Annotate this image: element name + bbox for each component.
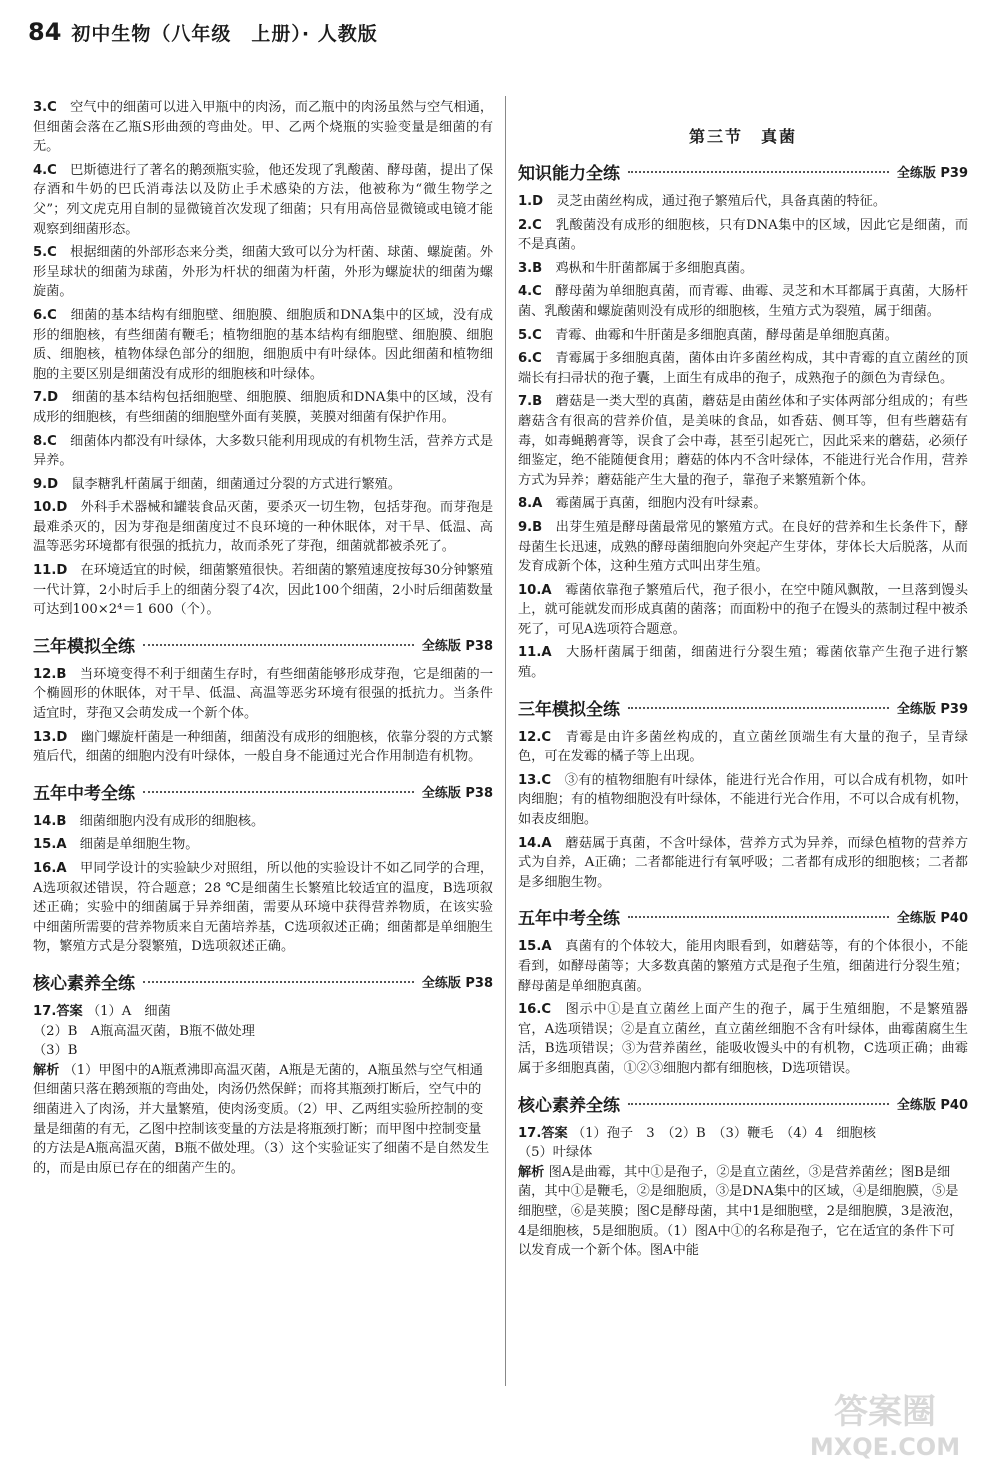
- answer-17: [518, 1124, 968, 1261]
- answer-number: 4.C: [518, 284, 542, 300]
- answer-item: [518, 259, 968, 279]
- answer-item: [33, 561, 493, 620]
- answer-text: 真菌有的个体较大，能用肉眼看到，如蘑菇等，有的个体很小，不能看到，如酵母菌等；大多数真菌的繁殖方式是孢子生殖，细菌进行分裂生殖；酵母菌是单细胞真菌。: [518, 939, 969, 994]
- answer-number: 6.C: [33, 307, 57, 323]
- section-title: 知识能力全练: [518, 164, 620, 184]
- answer-item: [33, 665, 493, 724]
- answer-item: [518, 494, 968, 514]
- right-items-b: [518, 728, 968, 893]
- answer-item: [33, 728, 493, 767]
- answer-text: 当环境变得不利于细菌生存时，有些细菌能够形成芽孢，它是细菌的一个椭圆形的休眠体，对干旱、低温、高温等恶劣环境有很强的抵抗力。当条件适宜时，芽孢又会萌发成一个新个体。: [33, 666, 494, 722]
- answer-line: （2）B A瓶高温灭菌，B瓶不做处理: [33, 1023, 255, 1039]
- answer-text: 细菌的基本结构包括细胞壁、细胞膜、细胞质和DNA集中的区域，没有成形的细胞核，有些细菌的细胞壁外面有荚膜，荚膜对细菌有保护作用。: [33, 390, 494, 425]
- section-title: 三年模拟全练: [518, 699, 620, 720]
- answer-number: 17.答案: [518, 1125, 568, 1141]
- answer-number: 14.B: [33, 813, 67, 829]
- answer-text: 巴斯德进行了著名的鹅颈瓶实验，他还发现了乳酸菌、酵母菌，提出了保存酒和牛奶的巴氏消毒法以及防止手术感染的方法，他被称为“微生物学之父”；列文虎克用自制的显微镜首次发现了细菌；只有用高倍显微镜或电镜才能观察到细菌形态。: [33, 162, 494, 237]
- section-header: [518, 904, 968, 929]
- section-header: [518, 1091, 968, 1116]
- section-header: [518, 159, 968, 184]
- answer-number: 11.D: [33, 563, 68, 579]
- answer-text: 空气中的细菌可以进入甲瓶中的肉汤，而乙瓶中的肉汤虽然与空气相通，但细菌会落在乙瓶S形曲颈的弯曲处。甲、乙两个烧瓶的实验变量是细菌的有无。: [33, 100, 494, 155]
- answer-number: 13.D: [33, 729, 68, 745]
- answer-text: ③有的植物细胞有叶绿体，能进行光合作用，可以合成有机物，如叶肉细胞；有的植物细胞没有叶绿体，不能进行光合作用，不可以合成有机物，如表皮细胞。: [518, 772, 969, 828]
- section-header: [33, 969, 493, 994]
- analysis-text: （1）甲图中的A瓶煮沸即高温灭菌，A瓶是无菌的，A瓶虽然与空气相通但细菌只落在鹅颈瓶的弯曲处，肉汤仍然保鲜；而将其瓶颈打断后，空气中的细菌进入了肉汤，并大量繁殖，使肉汤变质。（2）甲、乙两组实验所控制的变量是细菌的有无，乙图中控制该变量的方法是将瓶颈打断；而甲图中控制变量的方法是A瓶高温灭菌，B瓶不做处理。（3）这个实验证实了细菌不是自然发生的，而是由原已存在的细菌产生的。: [33, 1062, 490, 1176]
- answer-number: 3.B: [518, 260, 543, 276]
- section-title: 核心素养全练: [33, 973, 135, 994]
- analysis-label: 解析: [33, 1062, 60, 1078]
- answer-text: 在环境适宜的时候，细菌繁殖很快。若细菌的繁殖速度按每30分钟繁殖一代计算，2小时后手上的细菌分裂了4次，因此100个细菌，2小时后细菌数量可达到100×2⁴＝1 600（个）。: [33, 563, 494, 618]
- answer-item: [518, 518, 968, 577]
- section-title: 五年中考全练: [33, 783, 135, 804]
- answer-number: 6.C: [518, 351, 542, 367]
- answer-text: 酵母菌为单细胞真菌，而青霉、曲霉、灵芝和木耳都属于真菌，大肠杆菌、乳酸菌和螺旋菌则没有成形的细胞核，生殖方式为裂殖，属于细菌。: [518, 284, 969, 319]
- answer-item: [33, 161, 493, 239]
- page-number: 84: [28, 18, 62, 46]
- answer-number: 8.C: [33, 433, 57, 449]
- answer-number: 12.C: [518, 729, 552, 745]
- answer-item: [33, 388, 493, 427]
- answer-text: 出芽生殖是酵母菌最常见的繁殖方式。在良好的营养和生长条件下，酵母菌生长迅速，成熟的酵母菌细胞向外突起产生芽体，芽体长大后脱落，从而发育成新个体，这种生殖方式叫出芽生殖。: [518, 519, 968, 575]
- section-ref: 全练版 P38: [421, 785, 493, 801]
- chapter-title: 第三节 真菌: [688, 127, 797, 146]
- answer-item: [518, 834, 968, 893]
- answer-line: （1）A 细菌: [86, 1003, 171, 1019]
- answer-text: 霉菌属于真菌，细胞内没有叶绿素。: [555, 496, 767, 512]
- left-items-a: [33, 98, 493, 620]
- right-items-c: [518, 937, 968, 1078]
- answer-text: 外科手术器械和罐装食品灭菌，要杀灭一切生物，包括芽孢。而芽孢是最难杀灭的，因为芽孢是细菌度过不良环境的一种休眠体，对干旱、低温、高温等恶劣环境都有很强的抵抗力，故而杀死了芽孢，细菌就都被杀死了。: [33, 500, 494, 555]
- answer-number: 14.A: [518, 835, 552, 851]
- answer-item: [518, 937, 968, 996]
- answer-number: 15.A: [33, 837, 67, 853]
- page-header: [28, 14, 378, 50]
- answer-item: [518, 282, 968, 321]
- right-items-a: [518, 192, 968, 683]
- watermark-url: MXQE.COM: [809, 1433, 961, 1461]
- answer-text: 青霉是由许多菌丝构成的，直立菌丝顶端生有大量的孢子，呈青绿色，可在发霉的橘子等上出现。: [518, 729, 968, 765]
- answer-number: 10.A: [518, 582, 552, 598]
- answer-number: 5.C: [33, 245, 57, 261]
- book-title: 初中生物（八年级 上册）· 人教版: [71, 22, 378, 45]
- answer-text: 幽门螺旋杆菌是一种细菌，细菌没有成形的细胞核，依靠分裂的方式繁殖后代，细菌的细胞内没有叶绿体，一般自身不能通过光合作用制造有机物。: [33, 729, 494, 765]
- section-title: 五年中考全练: [518, 909, 620, 930]
- answer-number: 16.C: [518, 1002, 552, 1018]
- answer-line: （3）B: [33, 1043, 78, 1059]
- answer-number: 17.答案: [33, 1003, 83, 1019]
- answer-number: 15.A: [518, 939, 552, 955]
- answer-number: 7.D: [33, 390, 59, 406]
- answer-text: 蘑菇属于真菌，不含叶绿体，营养方式为异养，而绿色植物的营养方式为自养，A正确；二者都能进行有氧呼吸；二者都有成形的细胞核；二者都是多细胞生物。: [518, 835, 969, 890]
- answer-text: 细菌的基本结构有细胞壁、细胞膜、细胞质和DNA集中的区域，没有成形的细胞核，有些细菌有鞭毛；植物细胞的基本结构有细胞壁、细胞膜、细胞质、细胞核，植物体绿色部分的细胞，细胞质中有叶绿体。因此细菌和植物细胞的主要区别是细菌没有成形的细胞核和叶绿体。: [33, 307, 493, 382]
- section-header: [33, 632, 493, 657]
- answer-item: [33, 859, 493, 957]
- answer-text: 甲同学设计的实验缺少对照组，所以他的实验设计不如乙同学的合理，A选项叙述错误，符合题意；28 ℃是细菌生长繁殖比较适宜的温度，B选项叙述正确；实验中的细菌属于异养细菌，需要从环境中获得营养物质，在该实验中细菌所需要的营养物质来自无菌培养基，C选项叙述正确；细菌都是单细胞生物，繁殖方式是分裂繁殖，D选项叙述正确。: [33, 861, 494, 955]
- section-ref: 全练版 P38: [421, 638, 493, 654]
- answer-text: 青霉属于多细胞真菌，菌体由许多菌丝构成，其中青霉的直立菌丝的顶端长有扫帚状的孢子囊，上面生有成串的孢子，成熟孢子的颜色为青绿色。: [518, 351, 969, 386]
- section-ref: 全练版 P40: [896, 1097, 968, 1113]
- answer-text: 细菌细胞内没有成形的细胞核。: [79, 813, 265, 829]
- answer-item: [518, 643, 968, 682]
- answer-item: [518, 581, 968, 640]
- section-title: 核心素养全练: [518, 1095, 620, 1116]
- answer-number: 9.B: [518, 519, 543, 535]
- answer-text: 图示中①是直立菌丝上面产生的孢子，属于生殖细胞，不是繁殖器官，A选项错误；②是直立菌丝，直立菌丝细胞不含有叶绿体，曲霉菌腐生生活，B选项错误；③为营养菌丝，能吸收馒头中的有机物，C选项正确；曲霉属于多细胞真菌，①②③细胞内都有细胞核，D选项错误。: [518, 1002, 968, 1076]
- section-ref: 全练版 P40: [896, 911, 968, 927]
- answer-text: 青霉、曲霉和牛肝菌是多细胞真菌，酵母菌是单细胞真菌。: [555, 327, 898, 343]
- section-header: [33, 779, 493, 804]
- answer-item: [518, 392, 968, 490]
- watermark-text: 答案圈: [834, 1392, 936, 1432]
- column-divider: [505, 96, 506, 1386]
- answer-text: 乳酸菌没有成形的细胞核，只有DNA集中的区域，因此它是细菌，而不是真菌。: [518, 217, 969, 253]
- answer-text: 灵芝由菌丝构成，通过孢子繁殖后代，具备真菌的特征。: [556, 194, 887, 209]
- answer-item: [518, 1000, 968, 1078]
- answer-text: 细菌是单细胞生物。: [79, 837, 199, 853]
- answer-number: 3.C: [33, 100, 57, 115]
- answer-line: （5）叶绿体: [518, 1145, 593, 1161]
- right-column: [518, 124, 968, 1265]
- answer-item: [33, 243, 493, 302]
- answer-item: [518, 192, 968, 212]
- section-ref: 全练版 P39: [896, 701, 968, 717]
- answer-number: 1.D: [518, 194, 544, 209]
- answer-item: [33, 835, 493, 855]
- answer-item: [518, 326, 968, 346]
- answer-item: [518, 349, 968, 388]
- answer-number: 8.A: [518, 496, 543, 512]
- answer-text: 大肠杆菌属于细菌，细菌进行分裂生殖；霉菌依靠产生孢子进行繁殖。: [518, 645, 969, 681]
- section-ref: 全练版 P39: [896, 166, 968, 181]
- answer-number: 4.C: [33, 162, 57, 178]
- answer-item: [33, 812, 493, 832]
- answer-text: 霉菌依靠孢子繁殖后代，孢子很小，在空中随风飘散，一旦落到馒头上，就可能就发而形成真菌的菌落；而面粉中的孢子在馒头的蒸制过程中被杀死了，可见A选项符合题意。: [518, 582, 969, 637]
- answer-text: 鸡枞和牛肝菌都属于多细胞真菌。: [555, 260, 754, 276]
- left-items-b: [33, 665, 493, 767]
- answer-number: 7.B: [518, 394, 543, 410]
- answer-number: 10.D: [33, 500, 68, 516]
- answer-line: （1）孢子 3 （2）B （3）鞭毛 （4）4 细胞核: [571, 1125, 876, 1141]
- answer-item: [518, 216, 968, 255]
- answer-17: [33, 1002, 493, 1178]
- answer-item: [33, 306, 493, 384]
- analysis-text: 图A是曲霉，其中①是孢子，②是直立菌丝，③是营养菌丝；图B是细菌，其中①是鞭毛，②是细胞质，③是DNA集中的区域，④是细胞膜，⑤是细胞壁，⑥是荚膜；图C是酵母菌，其中1是细胞壁，2是细胞膜，3是液泡，4是细胞核，5是细胞质。（1）图A中①的名称是孢子，它在适宜的条件下可以发育成一个新个体。图A中能: [518, 1164, 963, 1259]
- answer-text: 根据细菌的外部形态来分类，细菌大致可以分为杆菌、球菌、螺旋菌。外形呈球状的细菌为球菌，外形为杆状的细菌为杆菌，外形为螺旋状的细菌为螺旋菌。: [33, 245, 494, 300]
- answer-text: 鼠李糖乳杆菌属于细菌，细菌通过分裂的方式进行繁殖。: [71, 476, 402, 492]
- answer-item: [33, 475, 493, 495]
- answer-number: 5.C: [518, 327, 542, 343]
- section-title: 三年模拟全练: [33, 636, 135, 657]
- analysis-label: 解析: [518, 1164, 545, 1180]
- answer-number: 2.C: [518, 217, 542, 233]
- left-items-c: [33, 812, 493, 957]
- answer-item: [33, 498, 493, 557]
- answer-item: [33, 432, 493, 471]
- left-column: [33, 98, 493, 1182]
- answer-item: [518, 771, 968, 830]
- watermark-logo: [775, 1383, 995, 1463]
- answer-text: 蘑菇是一类大型的真菌，蘑菇是由菌丝体和子实体两部分组成的；有些蘑菇含有很高的营养价值，是美味的食品，如香菇、侧耳等，但有些蘑菇有毒，如毒蝇鹅膏等，误食了会中毒，甚至引起死亡，因此采来的蘑菇，必须仔细鉴定，绝不能随便食用；蘑菇的体内不含叶绿体，不能进行光合作用，营养方式为异养；蘑菇能产生大量的孢子，靠孢子来繁殖新个体。: [518, 394, 968, 488]
- section-header: [518, 695, 968, 720]
- answer-item: [518, 728, 968, 767]
- answer-text: 细菌体内都没有叶绿体，大多数只能利用现成的有机物生活，营养方式是异养。: [33, 433, 494, 469]
- answer-number: 16.A: [33, 861, 67, 876]
- answer-item: [33, 98, 493, 157]
- answer-number: 11.A: [518, 645, 552, 661]
- answer-number: 13.C: [518, 772, 552, 788]
- section-ref: 全练版 P38: [421, 975, 493, 991]
- answer-number: 12.B: [33, 666, 67, 682]
- answer-number: 9.D: [33, 476, 59, 492]
